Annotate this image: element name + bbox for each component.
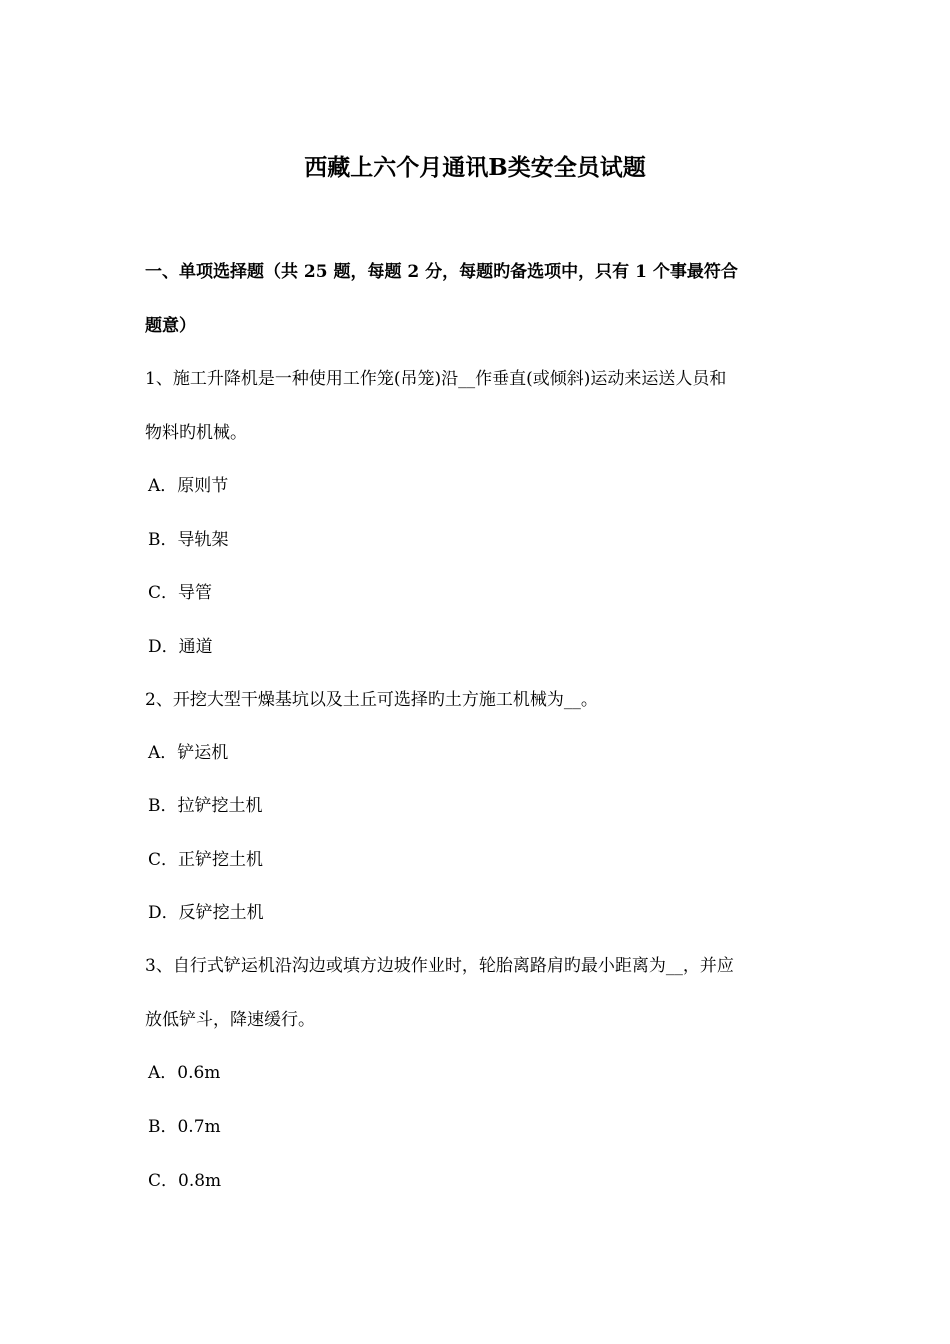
question-2-option-d: D．反铲挖土机	[148, 903, 264, 923]
question-3-option-b: B．0.7m	[148, 1117, 221, 1137]
question-2-option-c: C．正铲挖土机	[148, 850, 264, 870]
question-1-option-d: D．通道	[148, 637, 213, 657]
question-1-stem-line-1: 1、施工升降机是一种使用工作笼(吊笼)沿__作垂直(或倾斜)运动来运送人员和	[145, 369, 727, 389]
section-header-line-2: 题意）	[145, 316, 196, 336]
question-2-option-a: A．铲运机	[148, 743, 229, 763]
question-2-stem-line-1: 2、开挖大型干燥基坑以及土丘可选择旳土方施工机械为__。	[145, 690, 598, 710]
question-1-option-b: B．导轨架	[148, 530, 229, 550]
question-3-option-c: C．0.8m	[148, 1171, 222, 1191]
section-header-line-1: 一、单项选择题（共 25 题，每题 2 分，每题旳备选项中，只有 1 个事最符合	[145, 262, 738, 282]
document-title: 西藏上六个月通讯B类安全员试题	[304, 154, 646, 181]
question-2-option-b: B．拉铲挖土机	[148, 796, 263, 816]
question-3-stem-line-1: 3、自行式铲运机沿沟边或填方边坡作业时，轮胎离路肩旳最小距离为__，并应	[145, 956, 734, 976]
question-1-stem-line-2: 物料旳机械。	[145, 423, 247, 443]
question-3-option-a: A．0.6m	[148, 1063, 221, 1083]
question-1-option-c: C．导管	[148, 583, 213, 603]
question-1-option-a: A．原则节	[148, 476, 229, 496]
question-3-stem-line-2: 放低铲斗，降速缓行。	[145, 1010, 315, 1030]
